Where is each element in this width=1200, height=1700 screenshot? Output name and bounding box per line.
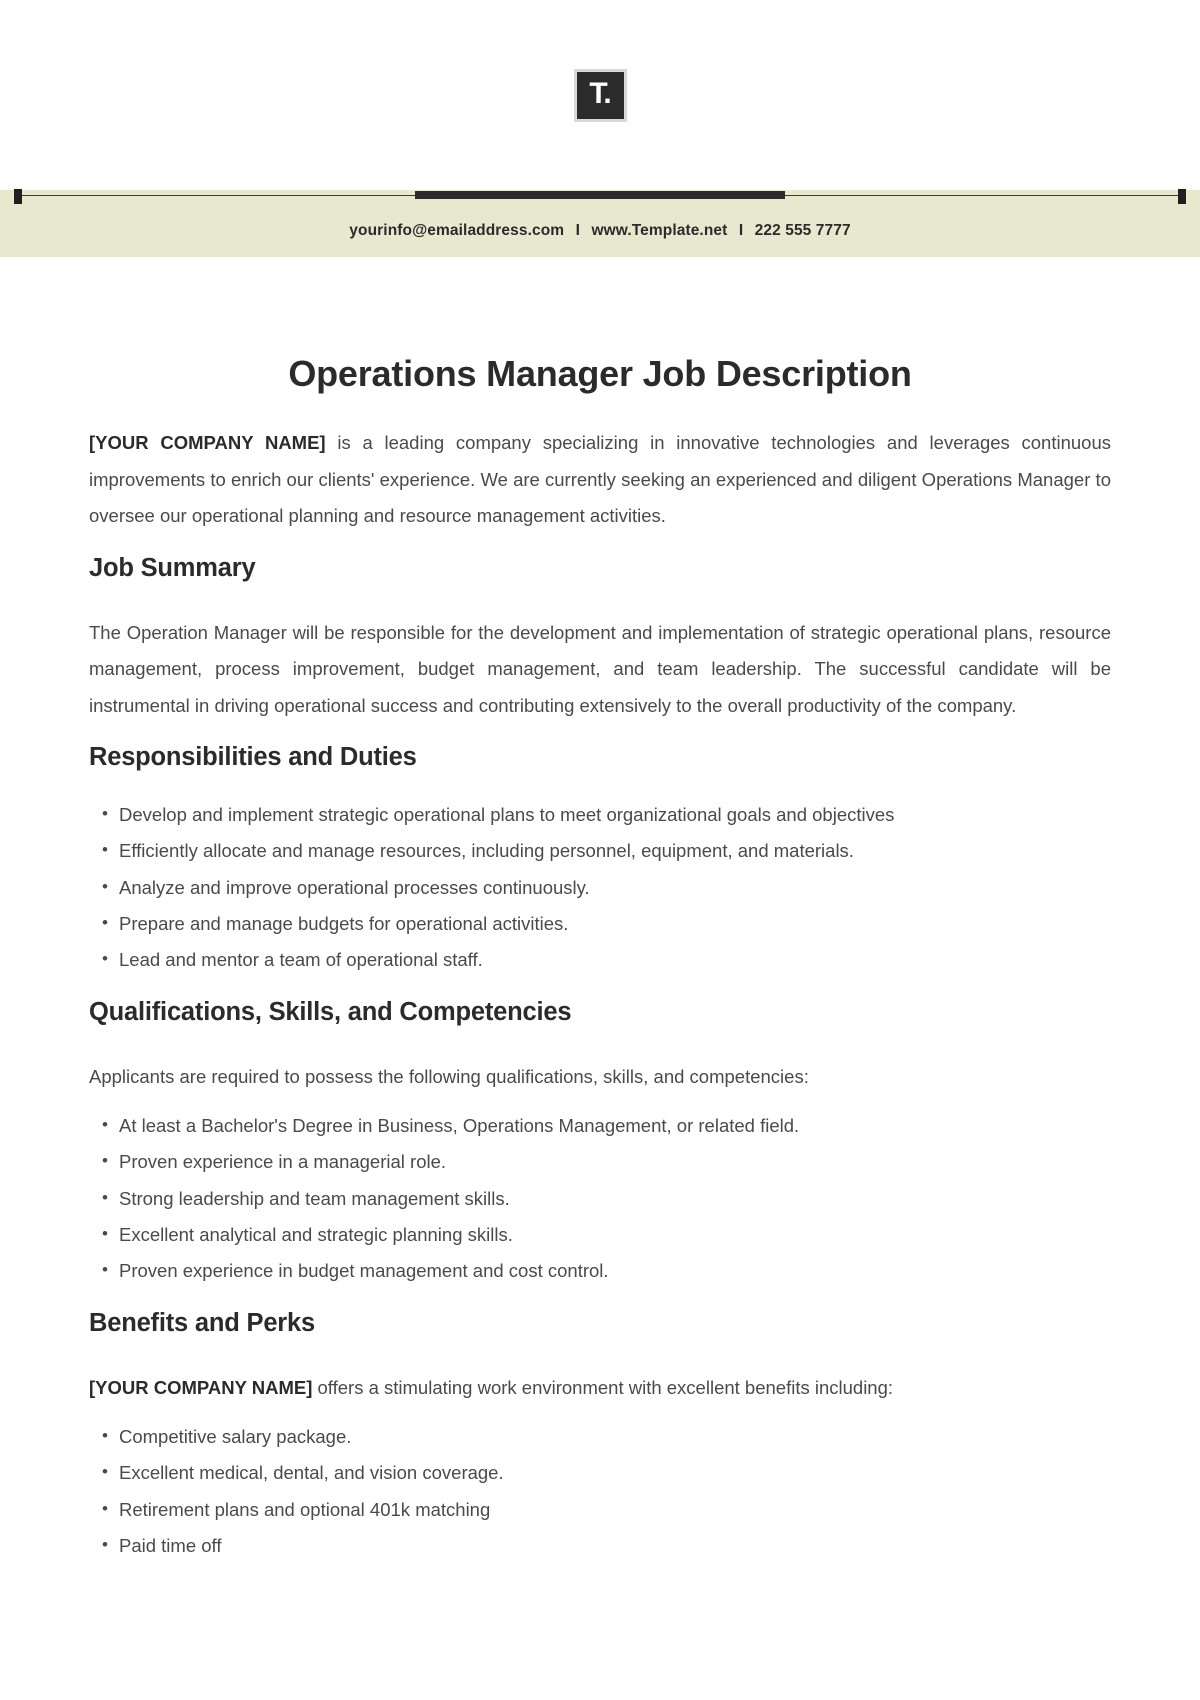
benefits-list <box>89 1419 1111 1565</box>
list-item: • Excellent analytical and strategic planning skills. <box>89 1217 1111 1253</box>
section-heading-benefits: Benefits and Perks <box>89 1308 315 1337</box>
list-item: • Excellent medical, dental, and vision coverage. <box>89 1455 1111 1491</box>
responsibilities-list <box>89 797 1111 979</box>
list-item: • Competitive salary package. <box>89 1419 1111 1455</box>
section-heading-responsibilities: Responsibilities and Duties <box>89 743 417 772</box>
list-item: • At least a Bachelor's Degree in Business, Operations Management, or related field. <box>89 1108 1111 1144</box>
list-item: • Analyze and improve operational processes continuously. <box>89 870 1111 906</box>
list-item: • Efficiently allocate and manage resources, including personnel, equipment, and materials. <box>89 833 1111 869</box>
document-body <box>0 352 1200 1565</box>
list-item: • Strong leadership and team management skills. <box>89 1181 1111 1217</box>
list-item: • Develop and implement strategic operational plans to meet organizational goals and objectives <box>89 797 1111 833</box>
header-rule-right-cap <box>1178 189 1186 204</box>
header-rule-left-cap <box>14 189 22 204</box>
contact-website: www.Template.net <box>591 222 728 239</box>
template-logo-icon <box>574 69 627 122</box>
intro-company-token: [YOUR COMPANY NAME] <box>89 432 326 454</box>
contact-email: yourinfo@emailaddress.com <box>349 222 565 239</box>
header-rule <box>0 189 1200 203</box>
list-item: • Paid time off <box>89 1528 1111 1564</box>
benefits-company-token: [YOUR COMPANY NAME] <box>89 1377 313 1399</box>
list-item: • Proven experience in budget management and cost control. <box>89 1253 1111 1289</box>
job-summary-paragraph: The Operation Manager will be responsible for the development and implementation of strategic operational plans, resource management, process improvement, budget management, and team leadership. The successful candidate will be instrumental in driving operational success and contributing extensively to the overall productivity of the company. <box>89 621 1111 716</box>
qualifications-list <box>89 1108 1111 1290</box>
contact-separator-2: I <box>738 222 744 239</box>
logo-glyph: T. <box>589 77 611 110</box>
list-item: • Lead and mentor a team of operational staff. <box>89 942 1111 978</box>
intro-text: is a leading company specializing in innovative technologies and leverages continuous improvements to enrich our clients' experience. We are currently seeking an experienced and diligent Operations Manager to oversee our operational planning and resource management activities. <box>89 432 1111 527</box>
benefits-paragraph <box>89 1370 1111 1406</box>
contact-line <box>0 222 1200 240</box>
list-item: • Retirement plans and optional 401k matching <box>89 1492 1111 1528</box>
section-heading-qualifications: Qualifications, Skills, and Competencies <box>89 997 572 1026</box>
list-item: • Proven experience in a managerial role. <box>89 1144 1111 1180</box>
list-item: • Prepare and manage budgets for operational activities. <box>89 906 1111 942</box>
page-title: Operations Manager Job Description <box>288 353 912 394</box>
section-heading-job-summary: Job Summary <box>89 553 256 582</box>
header-band <box>0 190 1200 257</box>
contact-phone: 222 555 7777 <box>754 222 851 239</box>
intro-paragraph <box>89 425 1111 534</box>
contact-separator-1: I <box>575 222 581 239</box>
qualifications-paragraph: Applicants are required to possess the following qualifications, skills, and competencies: <box>89 1066 809 1088</box>
header-rule-thick-segment <box>415 191 785 199</box>
logo-area <box>0 0 1200 190</box>
benefits-paragraph-text: offers a stimulating work environment with excellent benefits including: <box>312 1377 894 1399</box>
